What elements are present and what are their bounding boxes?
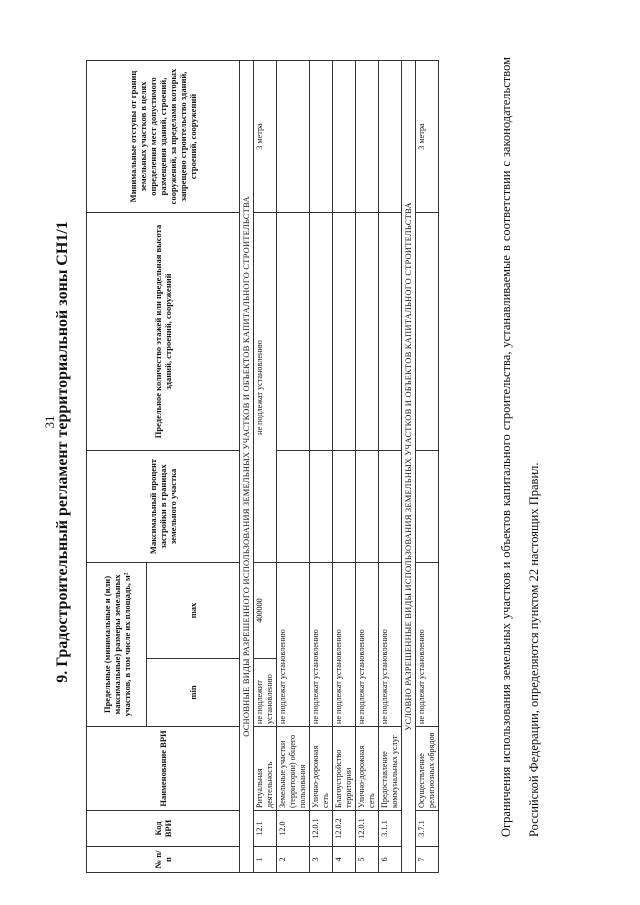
page-number: 31	[42, 415, 57, 429]
section-main: ОСНОВНЫЕ ВИДЫ РАЗРЕШЕННОГО ИСПОЛЬЗОВАНИЯ ЗЕМЕЛЬНЫХ УЧАСТКОВ И ОБЪЕКТОВ КАПИТАЛЬНОГО СТРОИТЕЛЬСТВА	[240, 61, 254, 873]
header-name: Наименование ВРИ	[87, 727, 240, 811]
header-setback: Минимальные отступы от границ земельных участков в целях определения мест допустимого размещения зданий, строений, сооружений, за пределами которых запрещено строительство зданий, строений, сооружений	[87, 61, 240, 213]
table-row: 6 3.1.1 Предоставление коммунальных услуг не подлежат установлению	[379, 61, 402, 873]
rotated-document	[52, 27, 592, 877]
header-max: max	[147, 563, 240, 659]
regulation-table	[86, 60, 439, 873]
header-percent: Максимальный процент застройки в границах земельного участка	[87, 451, 240, 563]
header-floors: Предельное количество этажей или предельная высота зданий, строений, сооружений	[87, 213, 240, 451]
section-conditional: УСЛОВНО РАЗРЕШЕННЫЕ ВИДЫ ИСПОЛЬЗОВАНИЯ ЗЕМЕЛЬНЫХ УЧАСТКОВ И ОБЪЕКТОВ КАПИТАЛЬНОГО СТРОИТЕЛЬСТВА	[402, 61, 416, 873]
header-min: min	[147, 659, 240, 727]
document-title: 9. Градостроительный регламент территориальной зоны СН1/1	[54, 221, 71, 683]
header-size-group: Предельные (минимальные и (или) максимальные) размеры земельных участков, в том числе их площадь, м²	[87, 563, 147, 727]
table-row: 7 3.7.1 Осуществление религиозных обрядов не подлежат установлению 3 метра	[416, 61, 439, 873]
table-row: 3 12.0.1 Улично-дорожная сеть не подлежат установлению	[310, 61, 333, 873]
header-code: Код ВРИ	[87, 811, 240, 847]
footnote-paragraph: Ограничения использования земельных участков и объектов капитального строительства, устанавливаемые в соответствии с законодательством Российской Федерации, определяются пунктом 22 настоящих Правил.	[499, 57, 541, 837]
table-row: 1 12.1 Ритуальная деятельность не подлежит установлению 400000 не подлежат установлению 3 метра	[254, 61, 277, 873]
header-num: № п/п	[87, 847, 240, 873]
table-row: 4 12.0.2 Благоустройство территории не подлежат установлению	[333, 61, 356, 873]
table-row: 2 12.0 Земельные участки (территории) общего пользования не подлежат установлению	[277, 61, 310, 873]
table-row: 5 12.0.1 Улично-дорожная сеть не подлежат установлению	[356, 61, 379, 873]
